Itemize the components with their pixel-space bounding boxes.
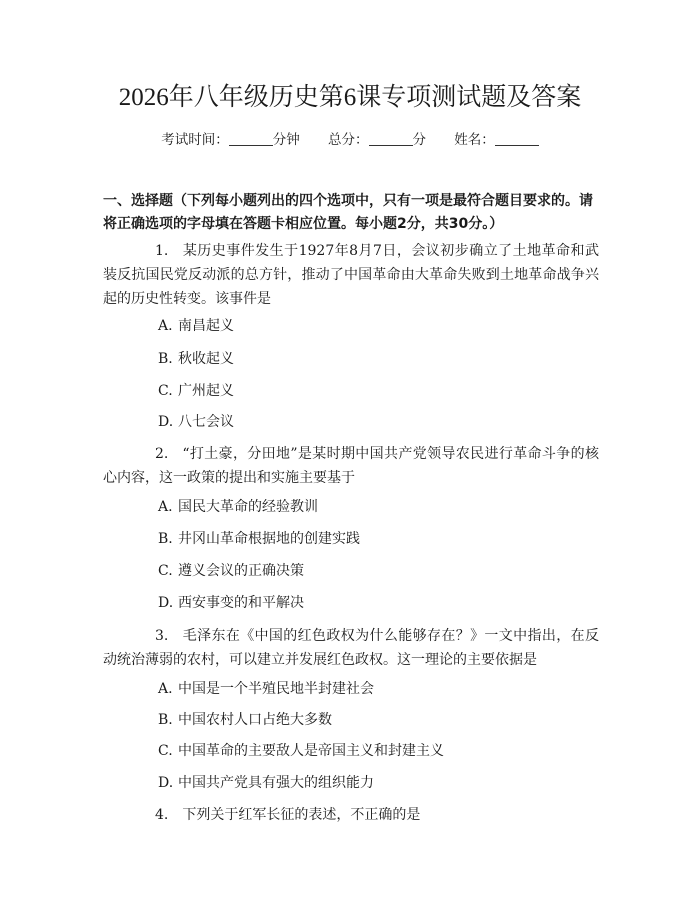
time-unit: 分钟 (272, 132, 300, 148)
question-text: 下列关于红军长征的表述，不正确的是 (182, 807, 421, 823)
question-number: 4. (155, 807, 169, 823)
time-blank (229, 131, 273, 146)
option-2c (158, 561, 304, 581)
option-2d (158, 593, 304, 613)
option-3c (158, 741, 444, 761)
option-letter: C. (158, 563, 173, 579)
question-4 (103, 803, 599, 827)
option-text: 广州起义 (178, 383, 234, 399)
exam-score (328, 132, 426, 148)
option-letter: B. (158, 712, 173, 728)
time-label: 考试时间： (161, 132, 229, 148)
option-text: 中国革命的主要敌人是帝国主义和封建主义 (178, 743, 444, 759)
name-label: 姓名： (454, 132, 495, 148)
option-text: 国民大革命的经验教训 (178, 499, 318, 515)
option-1d (158, 412, 234, 432)
option-letter: C. (158, 743, 173, 759)
name-blank (495, 131, 539, 146)
option-2a (158, 497, 318, 517)
score-blank (369, 131, 413, 146)
exam-meta (0, 130, 700, 150)
score-label: 总分： (328, 132, 369, 148)
question-number: 3. (155, 628, 169, 644)
option-1b (158, 349, 234, 369)
option-text: 遵义会议的正确决策 (178, 563, 304, 579)
option-letter: D. (158, 595, 174, 611)
page-title: 2026年八年级历史第6课专项测试题及答案 (118, 84, 582, 111)
question-text: 某历史事件发生于1927年8月7日，会议初步确立了土地革命和武装反抗国民党反动派的总方针，推动了中国革命由大革命失败到土地革命战争兴起的历史性转变。该事件是 (103, 243, 599, 307)
exam-time (161, 132, 300, 148)
section-heading: 一、选择题（下列每小题列出的四个选项中，只有一项是最符合题目要求的。请将正确选项的字母填在答题卡相应位置。每小题2分，共30分。） (103, 193, 593, 232)
option-letter: B. (158, 351, 173, 367)
option-text: 秋收起义 (178, 351, 234, 367)
exam-name (454, 132, 539, 148)
score-unit: 分 (412, 132, 426, 148)
question-text: “打土豪，分田地”是某时期中国共产党领导农民进行革命斗争的核心内容，这一政策的提出和实施主要基于 (103, 446, 599, 486)
option-text: 中国共产党具有强大的组织能力 (178, 775, 374, 791)
option-letter: A. (158, 681, 173, 697)
question-3 (103, 624, 599, 672)
option-text: 八七会议 (178, 414, 234, 430)
option-letter: D. (158, 775, 174, 791)
option-letter: D. (158, 414, 174, 430)
option-3b (158, 710, 332, 730)
option-2b (158, 529, 360, 549)
question-1 (103, 239, 599, 311)
option-letter: A. (158, 499, 173, 515)
question-number: 2. (155, 446, 169, 462)
option-letter: B. (158, 531, 173, 547)
option-text: 井冈山革命根据地的创建实践 (178, 531, 360, 547)
option-text: 中国是一个半殖民地半封建社会 (178, 681, 374, 697)
question-2 (103, 442, 599, 490)
option-3a (158, 679, 374, 699)
option-1c (158, 381, 234, 401)
question-text: 毛泽东在《中国的红色政权为什么能够存在？》一文中指出，在反动统治薄弱的农村，可以建立并发展红色政权。这一理论的主要依据是 (103, 628, 599, 668)
option-3d (158, 773, 374, 793)
option-text: 西安事变的和平解决 (178, 595, 304, 611)
option-letter: A. (158, 318, 173, 334)
option-1a (158, 316, 234, 336)
option-text: 南昌起义 (178, 318, 234, 334)
question-number: 1. (155, 243, 169, 259)
option-text: 中国农村人口占绝大多数 (178, 712, 332, 728)
option-letter: C. (158, 383, 173, 399)
